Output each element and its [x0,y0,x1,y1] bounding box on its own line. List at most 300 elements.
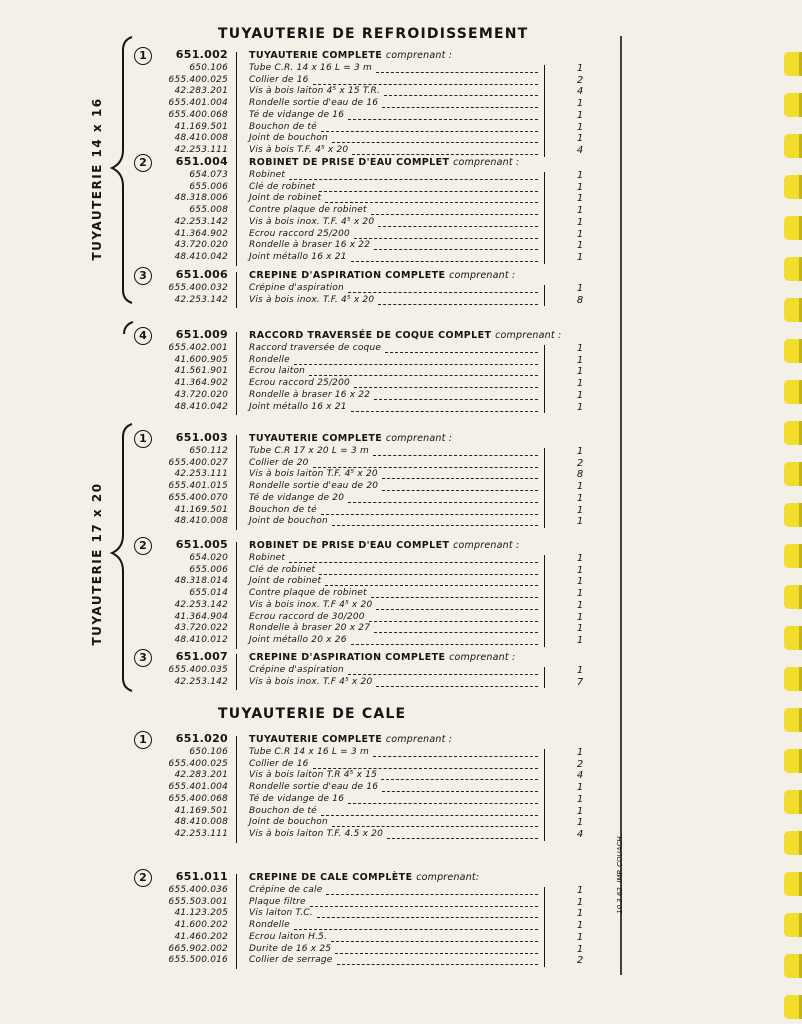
part-ref: 42.283.201 [174,86,228,97]
part-quantity: 2 [576,955,584,967]
assembly-title [249,872,479,883]
leader-dots [289,562,538,563]
assembly-title-text: TUYAUTERIE COMPLETE [249,50,383,61]
part-description: Bouchon de té [249,121,317,132]
part-quantity: 1 [576,665,584,676]
part-description: Durite de 16 x 25 [249,943,332,954]
binding-ring [784,380,802,404]
part-quantity: 1 [576,216,584,228]
section-number: 3 [134,267,152,285]
part-description: Collier de 16 [249,758,309,769]
part-quantity: 1 [576,343,584,354]
assembly-title-suffix: comprenant : [453,540,520,551]
left-rule [236,542,237,649]
part-quantity: 1 [576,943,584,955]
part-ref: 42.253.111 [174,144,228,155]
part-ref: 41.364.904 [174,611,228,622]
leader-dots [319,191,538,192]
assembly-title [249,50,452,61]
part-description: Joint métallo 16 x 21 [249,251,347,262]
assembly-title-text: ROBINET DE PRISE D'EAU COMPLET [249,540,450,551]
assembly-title [249,433,452,444]
leader-dots [371,214,538,215]
assembly-ref: 651.002 [175,48,228,61]
part-quantity: 1 [576,896,584,908]
assembly-title-suffix: comprenant : [453,157,520,168]
part-quantity: 1 [576,553,584,564]
part-description: Bouchon de té [249,805,317,816]
part-quantity: 1 [576,576,584,588]
part-description: Vis à bois laiton T.F. 4⁵ x 20 [249,469,378,480]
part-description: Vis à bois T.F. 4⁵ x 20 [249,144,349,155]
section-number: 1 [134,731,152,749]
part-ref: 41.364.902 [174,228,228,239]
part-quantity: 1 [576,205,584,217]
leader-dots [376,609,538,610]
binding-ring [784,626,802,650]
part-quantity: 1 [576,564,584,576]
leader-dots [332,525,538,526]
part-quantity: 1 [576,283,584,294]
side-note: 10.3.62. IMP. COUACH. [616,834,624,914]
leader-dots [348,502,538,503]
assembly-title-text: ROBINET DE PRISE D'EAU COMPLET [249,157,450,168]
section-number: 2 [134,869,152,887]
left-rule [236,874,237,969]
section-number: 3 [134,649,152,667]
leader-dots [289,179,538,180]
qty-rule [544,887,545,967]
part-description: Rondelle sortie d'eau de 20 [249,481,379,492]
qty-rule [544,285,545,306]
part-quantity: 1 [576,378,584,390]
binding-ring [784,52,802,76]
leader-dots [319,574,538,575]
assembly-title-text: CREPINE DE CALE COMPLÈTE [249,872,413,883]
part-ref: 655.400.036 [168,885,228,895]
part-description: Collier de 16 [249,74,309,85]
part-quantity: 4 [576,770,584,782]
part-quantity: 1 [576,634,584,646]
leader-dots [321,131,538,132]
part-description: Robinet [249,170,286,180]
part-ref: 655.014 [189,588,228,599]
binding-ring [784,831,802,855]
leader-dots [384,95,538,96]
part-ref: 41.169.501 [174,805,228,816]
leader-dots [348,119,538,120]
part-description: Joint métallo 20 x 26 [249,634,347,645]
leader-dots [369,621,538,622]
part-description: Vis à bois laiton T.F. 4.5 x 20 [249,828,384,839]
assembly-title [249,652,515,663]
part-quantity: 1 [576,492,584,504]
leader-dots [326,894,538,895]
leader-dots [376,72,538,73]
part-ref: 655.008 [189,205,228,216]
leader-dots [321,514,538,515]
qty-rule [544,749,545,841]
part-ref: 650.106 [189,63,228,73]
part-ref: 650.106 [189,747,228,757]
assembly-title-text: CREPINE D'ASPIRATION COMPLETE [249,270,446,281]
part-ref: 43.720.020 [174,240,228,251]
leader-dots [335,953,538,954]
part-quantity: 1 [576,504,584,516]
part-ref: 655.402.001 [168,343,228,353]
part-description: Ecrou laiton H.5. [249,931,328,942]
leader-dots [373,756,538,757]
part-ref: 655.400.070 [168,492,228,503]
part-ref: 655.500.016 [168,955,228,966]
part-quantity: 1 [576,446,584,457]
assembly-title-suffix: comprenant : [385,50,453,61]
part-ref: 655.006 [189,564,228,575]
leader-dots [294,364,538,365]
part-quantity: 1 [576,516,584,528]
part-description: Joint de bouchon [249,817,328,828]
qty-rule [544,448,545,528]
binding-ring [784,421,802,445]
assembly-title-text: CREPINE D'ASPIRATION COMPLETE [249,652,446,663]
part-description: Contre plaque de robinet [249,588,367,599]
part-quantity: 1 [576,885,584,896]
part-quantity: 2 [576,457,584,469]
part-quantity: 1 [576,805,584,817]
leader-dots [382,791,538,792]
part-quantity: 1 [576,98,584,110]
part-description: Crépine de cale [249,885,323,895]
section-number: 2 [134,537,152,555]
binding-ring [784,257,802,281]
binding-ring [784,216,802,240]
part-ref: 41.169.501 [174,504,228,515]
part-quantity: 1 [576,931,584,943]
part-description: Bouchon de té [249,504,317,515]
part-ref: 655.401.015 [168,481,228,492]
part-quantity: 1 [576,228,584,240]
part-quantity: 1 [576,623,584,635]
part-description: Ecrou raccord 25/200 [249,228,350,239]
part-description: Tube C.R. 14 x 16 L = 3 m [249,63,372,73]
binding-ring [784,339,802,363]
assembly-title-suffix: comprenant : [449,652,516,663]
part-ref: 48.410.042 [174,401,228,412]
part-description: Crépine d'aspiration [249,283,344,293]
part-description: Vis à bois laiton 4⁵ x 15 T.R. [249,86,381,97]
part-quantity: 1 [576,588,584,600]
part-ref: 42.253.111 [174,469,228,480]
part-ref: 41.364.902 [174,378,228,389]
binding-ring [784,913,802,937]
leader-dots [317,917,538,918]
part-quantity: 1 [576,747,584,758]
part-ref: 48.410.008 [174,133,228,144]
leader-dots [310,906,538,907]
binding-ring [784,954,802,978]
part-ref: 41.600.905 [174,354,228,365]
part-quantity: 1 [576,109,584,121]
binding-ring [784,995,802,1019]
part-description: Té de vidange de 16 [249,109,345,120]
assembly-ref: 651.020 [175,732,228,745]
part-ref: 48.410.012 [174,634,228,645]
leader-dots [378,226,538,227]
assembly-title [249,157,519,168]
qty-rule [544,65,545,157]
part-quantity: 1 [576,782,584,794]
left-rule [236,332,237,415]
part-ref: 41.123.205 [174,908,228,919]
part-description: Collier de serrage [249,955,333,966]
group-label-17x20: TUYAUTERIE 17 x 20 [90,482,104,646]
left-rule [236,654,237,690]
title-cale: TUYAUTERIE DE CALE [218,706,407,722]
leader-dots [381,779,538,780]
part-description: Té de vidange de 16 [249,793,345,804]
part-ref: 655.400.068 [168,793,228,804]
part-description: Tube C.R 14 x 16 L = 3 m [249,747,369,757]
leader-dots [351,411,538,412]
leader-dots [332,142,538,143]
part-ref: 42.253.142 [174,676,228,687]
part-ref: 43.720.022 [174,623,228,634]
part-quantity: 1 [576,481,584,493]
assembly-ref: 651.005 [175,538,228,551]
left-rule [236,435,237,530]
part-ref: 41.169.501 [174,121,228,132]
assembly-ref: 651.007 [175,650,228,663]
part-description: Ecrou laiton [249,366,306,377]
assembly-title-suffix: comprenant : [449,270,516,281]
part-quantity: 2 [576,758,584,770]
assembly-ref: 651.006 [175,268,228,281]
binding-ring [784,790,802,814]
title-refroidissement: TUYAUTERIE DE REFROIDISSEMENT [218,26,529,42]
part-description: Rondelle à braser 16 x 22 [249,240,371,251]
part-description: Ecrou raccord de 30/200 [249,611,365,622]
part-description: Vis à bois inox. T.F 4⁵ x 20 [249,599,373,610]
part-quantity: 7 [576,676,584,688]
binding-ring [784,298,802,322]
assembly-title [249,540,519,551]
leader-dots [373,455,538,456]
binding-ring [784,462,802,486]
leader-dots [313,467,538,468]
part-ref: 48.410.042 [174,251,228,262]
leader-dots [352,154,538,155]
qty-rule [544,172,545,264]
binding-ring [784,93,802,117]
part-quantity: 1 [576,611,584,623]
leader-dots [313,768,538,769]
leader-dots [321,815,538,816]
part-description: Contre plaque de robinet [249,205,367,216]
leader-dots [378,304,538,305]
leader-dots [374,632,538,633]
part-quantity: 8 [576,469,584,481]
leader-dots [331,941,538,942]
part-description: Vis à bois inox. T.F. 4⁵ x 20 [249,294,375,305]
part-ref: 655.400.027 [168,457,228,468]
assembly-ref: 651.009 [175,328,228,341]
section-number: 1 [134,430,152,448]
part-quantity: 1 [576,599,584,611]
part-description: Raccord traversée de coque [249,343,382,353]
leader-dots [351,261,538,262]
part-quantity: 1 [576,240,584,252]
part-ref: 41.600.202 [174,920,228,931]
left-rule [236,272,237,308]
binding-ring [784,134,802,158]
leader-dots [382,490,538,491]
part-ref: 655.400.025 [168,74,228,85]
leader-dots [382,478,538,479]
part-ref: 654.020 [189,553,228,563]
qty-rule [544,555,545,647]
part-quantity: 1 [576,908,584,920]
assembly-title-suffix: comprenant : [495,330,562,341]
part-description: Rondelle [249,920,290,931]
part-quantity: 1 [576,121,584,133]
part-quantity: 1 [576,354,584,366]
part-ref: 42.253.142 [174,216,228,227]
binding-ring [784,667,802,691]
part-quantity: 8 [576,294,584,306]
section-number: 2 [134,154,152,172]
binding-ring [784,585,802,609]
qty-rule [544,667,545,688]
assembly-title [249,734,452,745]
section-number: 1 [134,47,152,65]
part-ref: 655.400.068 [168,109,228,120]
assembly-ref: 651.011 [175,870,228,883]
part-ref: 655.503.001 [168,896,228,907]
part-quantity: 1 [576,251,584,263]
binding-ring [784,544,802,568]
assembly-title-suffix: comprenant : [385,734,453,745]
part-description: Vis à bois inox. T.F. 4⁵ x 20 [249,216,375,227]
leader-dots [294,929,538,930]
part-quantity: 1 [576,193,584,205]
part-description: Collier de 20 [249,457,309,468]
left-rule [236,159,237,266]
part-quantity: 4 [576,86,584,98]
part-ref: 655.400.025 [168,758,228,769]
part-description: Vis laiton T.C. [249,908,313,919]
part-description: Rondelle [249,354,290,365]
part-description: Clé de robinet [249,181,316,192]
leader-dots [382,107,538,108]
leader-dots [325,202,538,203]
part-ref: 665.902.002 [168,943,228,954]
group-label-14x16: TUYAUTERIE 14 x 16 [90,97,104,261]
leader-dots [376,686,538,687]
assembly-ref: 651.003 [175,431,228,444]
leader-dots [313,84,538,85]
part-ref: 655.006 [189,181,228,192]
part-ref: 650.112 [189,446,228,456]
section-number: 4 [134,327,152,345]
part-ref: 48.410.008 [174,516,228,527]
leader-dots [348,674,538,675]
leader-dots [351,644,538,645]
part-quantity: 1 [576,181,584,193]
left-rule [236,52,237,159]
leader-dots [332,826,538,827]
assembly-title [249,330,561,341]
part-quantity: 1 [576,366,584,378]
leader-dots [348,292,538,293]
part-quantity: 1 [576,401,584,413]
part-description: Plaque filtre [249,896,306,907]
part-quantity: 4 [576,828,584,840]
part-description: Té de vidange de 20 [249,492,345,503]
part-description: Robinet [249,553,286,563]
qty-rule [544,345,545,413]
part-ref: 655.401.004 [168,782,228,793]
assembly-title-text: TUYAUTERIE COMPLETE [249,433,383,444]
assembly-title-text: TUYAUTERIE COMPLETE [249,734,383,745]
leader-dots [385,352,538,353]
part-ref: 48.318.014 [174,576,228,587]
part-quantity: 1 [576,63,584,74]
part-ref: 41.460.202 [174,931,228,942]
leader-dots [374,399,538,400]
part-quantity: 4 [576,144,584,156]
part-quantity: 2 [576,74,584,86]
part-ref: 654.073 [189,170,228,180]
assembly-ref: 651.004 [175,155,228,168]
assembly-title-suffix: comprenant : [385,433,453,444]
part-description: Rondelle sortie d'eau de 16 [249,782,379,793]
part-description: Joint de robinet [249,193,322,204]
binding-ring [784,503,802,527]
part-quantity: 1 [576,793,584,805]
leader-dots [387,838,538,839]
leader-dots [348,803,538,804]
assembly-title-suffix: comprenant: [416,872,480,883]
leader-dots [354,387,538,388]
part-ref: 42.253.111 [174,828,228,839]
part-quantity: 1 [576,170,584,181]
part-quantity: 1 [576,133,584,145]
part-ref: 655.401.004 [168,98,228,109]
binding-ring [784,749,802,773]
part-ref: 41.561.901 [174,366,228,377]
assembly-title [249,270,515,281]
part-quantity: 1 [576,920,584,932]
binding-ring [784,175,802,199]
leader-dots [354,238,538,239]
part-ref: 42.283.201 [174,770,228,781]
part-quantity: 1 [576,817,584,829]
part-description: Rondelle sortie d'eau de 16 [249,98,379,109]
part-description: Rondelle à braser 16 x 22 [249,389,371,400]
part-description: Joint de bouchon [249,516,328,527]
leader-dots [325,585,538,586]
part-description: Vis à bois inox. T.F 4⁵ x 20 [249,676,373,687]
left-rule [236,736,237,843]
part-ref: 43.720.020 [174,389,228,400]
part-quantity: 1 [576,389,584,401]
part-description: Ecrou raccord 25/200 [249,378,350,389]
leader-dots [337,964,539,965]
part-ref: 655.400.032 [168,283,228,293]
part-ref: 42.253.142 [174,294,228,305]
leader-dots [371,597,538,598]
part-ref: 42.253.142 [174,599,228,610]
